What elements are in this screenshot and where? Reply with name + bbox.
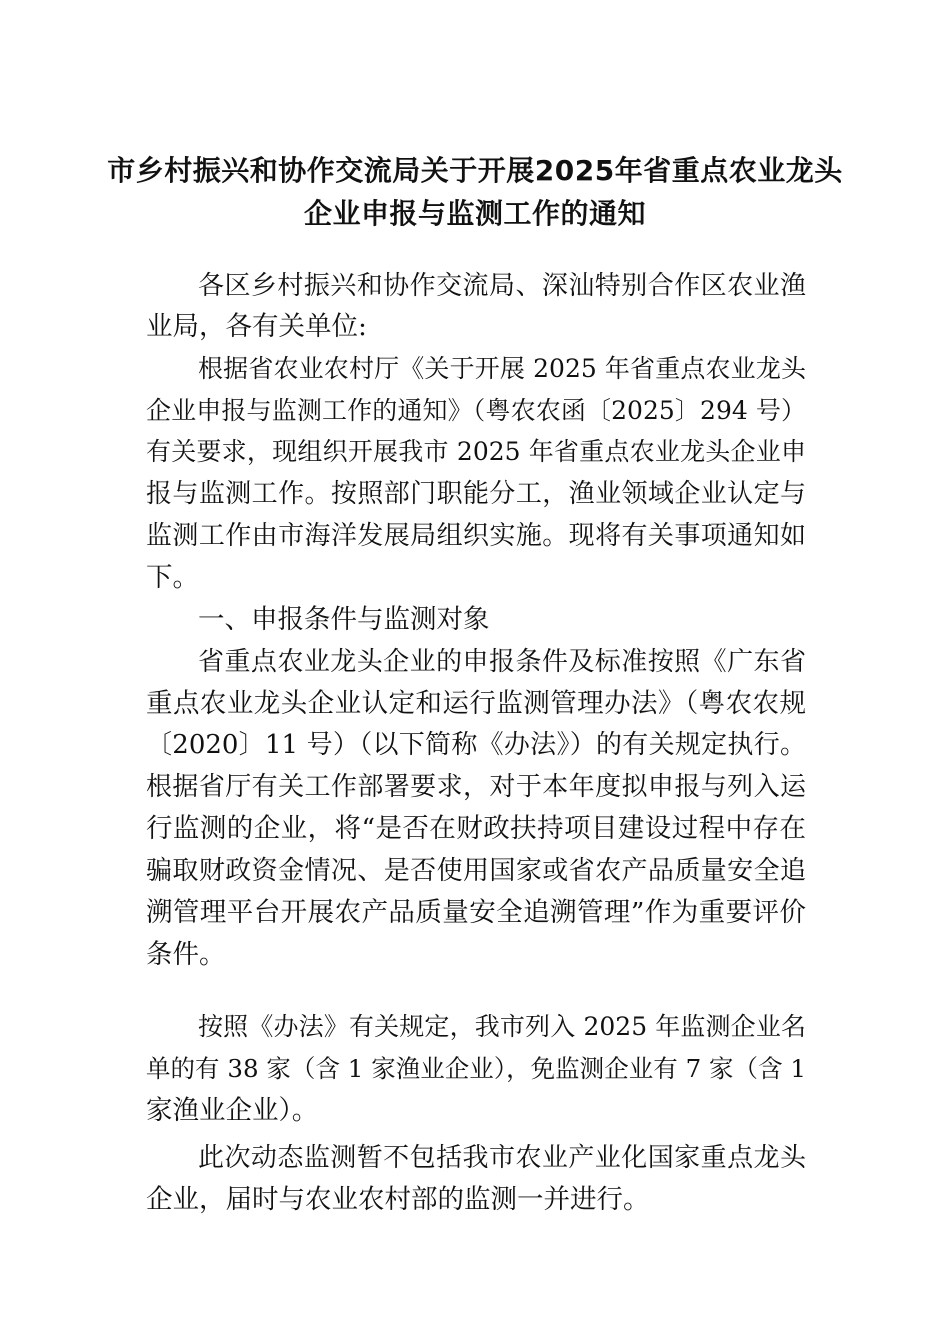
paragraph-2-line-2: 重点农业龙头企业认定和运行监测管理办法》（粤农农规: [146, 688, 806, 719]
paragraph-4-line-2: 企业，届时与农业农村部的监测一并进行。: [146, 1184, 650, 1215]
paragraph-1-line-2: 企业申报与监测工作的通知》（粤农农函〔2025〕294 号）: [146, 396, 806, 425]
paragraph-3-line-1: 按照《办法》有关规定，我市列入 2025 年监测企业名: [198, 1012, 806, 1041]
paragraph-2-line-8: 条件。: [146, 939, 226, 970]
document-title-line-1: 市乡村振兴和协作交流局关于开展2025年省重点农业龙头: [107, 154, 843, 187]
paragraph-1-line-6: 下。: [146, 562, 199, 593]
paragraph-3-line-3: 家渔业企业）。: [146, 1095, 319, 1126]
paragraph-2-line-6: 骗取财政资金情况、是否使用国家或省农产品质量安全追: [146, 856, 806, 886]
paragraph-1-line-1: 根据省农业农村厅《关于开展 2025 年省重点农业龙头: [198, 354, 806, 383]
paragraph-1-line-4: 报与监测工作。按照部门职能分工，渔业领域企业认定与: [146, 479, 806, 509]
paragraph-1-line-5: 监测工作由市海洋发展局组织实施。现将有关事项通知如: [146, 521, 806, 551]
addressee-line-1: 各区乡村振兴和协作交流局、深汕特别合作区农业渔: [198, 271, 806, 301]
addressee-line-2: 业局，各有关单位:: [146, 311, 367, 342]
paragraph-2-line-3: 〔2020〕11 号）（以下简称《办法》）的有关规定执行。: [146, 730, 806, 760]
section-heading-1: 一、申报条件与监测对象: [198, 604, 490, 635]
document-title-line-2: 企业申报与监测工作的通知: [303, 197, 646, 230]
paragraph-2-line-5: 行监测的企业，将“是否在财政扶持项目建设过程中存在: [146, 813, 806, 844]
paragraph-2-line-4: 根据省厅有关工作部署要求，对于本年度拟申报与列入运: [146, 772, 806, 802]
paragraph-2-line-7: 溯管理平台开展农产品质量安全追溯管理”作为重要评价: [146, 897, 806, 928]
paragraph-4-line-1: 此次动态监测暂不包括我市农业产业化国家重点龙头: [198, 1143, 806, 1173]
paragraph-2-line-1: 省重点农业龙头企业的申报条件及标准按照《广东省: [198, 647, 806, 677]
paragraph-3-line-2: 单的有 38 家（含 1 家渔业企业），免监测企业有 7 家（含 1: [146, 1054, 806, 1083]
paragraph-1-line-3: 有关要求，现组织开展我市 2025 年省重点农业龙头企业申: [146, 437, 806, 466]
